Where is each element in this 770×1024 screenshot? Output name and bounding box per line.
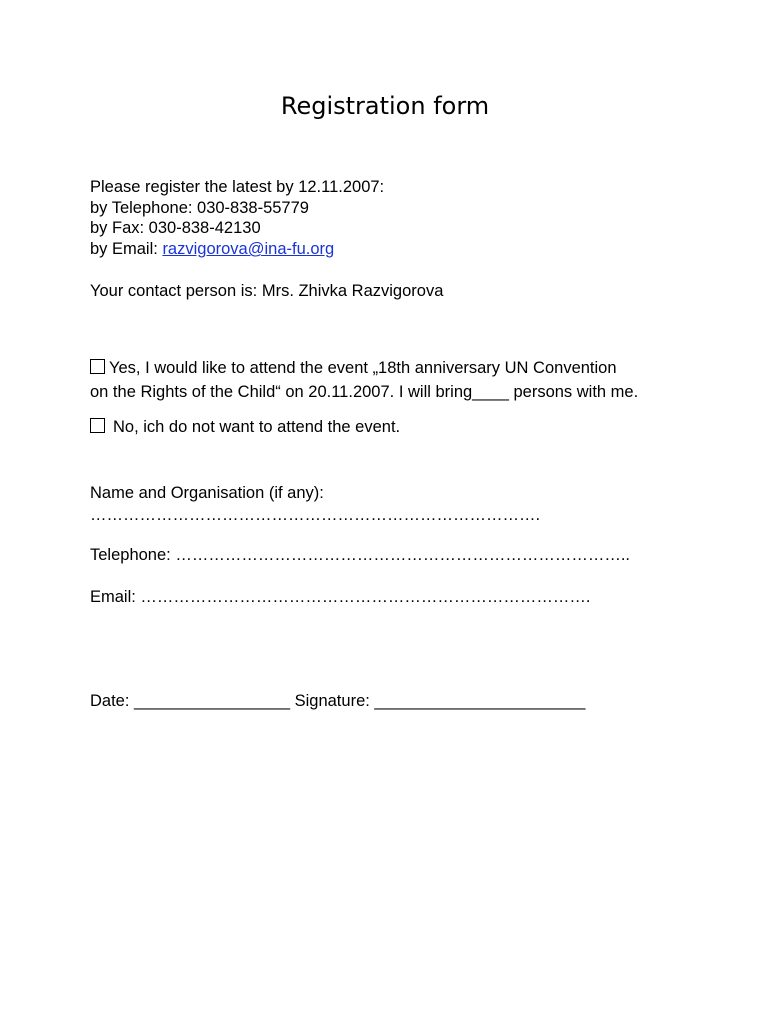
date-signature-line[interactable]: Date: _________________ Signature: _______________________ <box>90 692 586 710</box>
email-link[interactable]: razvigorova@ina-fu.org <box>162 240 335 258</box>
no-checkbox[interactable] <box>90 418 105 433</box>
yes-option <box>90 358 617 378</box>
no-option-label: No, ich do not want to attend the event. <box>113 418 401 436</box>
deadline-text: Please register the latest by 12.11.2007: <box>90 178 385 196</box>
telephone-field[interactable]: Telephone: ……………………………………………………………………….. <box>90 546 630 564</box>
email-prefix: by Email: <box>90 240 163 258</box>
name-field-label: Name and Organisation (if any): <box>90 484 324 502</box>
form-title: Registration form <box>280 92 490 120</box>
email-field[interactable]: Email: ………………………………………………………………………. <box>90 588 591 606</box>
name-field-line[interactable]: ………………………………………………………………………. <box>90 506 541 524</box>
fax-text: by Fax: 030-838-42130 <box>90 219 261 237</box>
email-line <box>90 239 334 259</box>
yes-option-line2: on the Rights of the Child“ on 20.11.2007. I will bring____ persons with me. <box>90 383 639 401</box>
yes-option-label: Yes, I would like to attend the event „18th anniversary UN Convention <box>109 359 617 377</box>
contact-person-text: Your contact person is: Mrs. Zhivka Razvigorova <box>90 282 444 300</box>
telephone-text: by Telephone: 030-838-55779 <box>90 199 309 217</box>
yes-checkbox[interactable] <box>90 359 105 374</box>
no-option <box>90 417 400 437</box>
